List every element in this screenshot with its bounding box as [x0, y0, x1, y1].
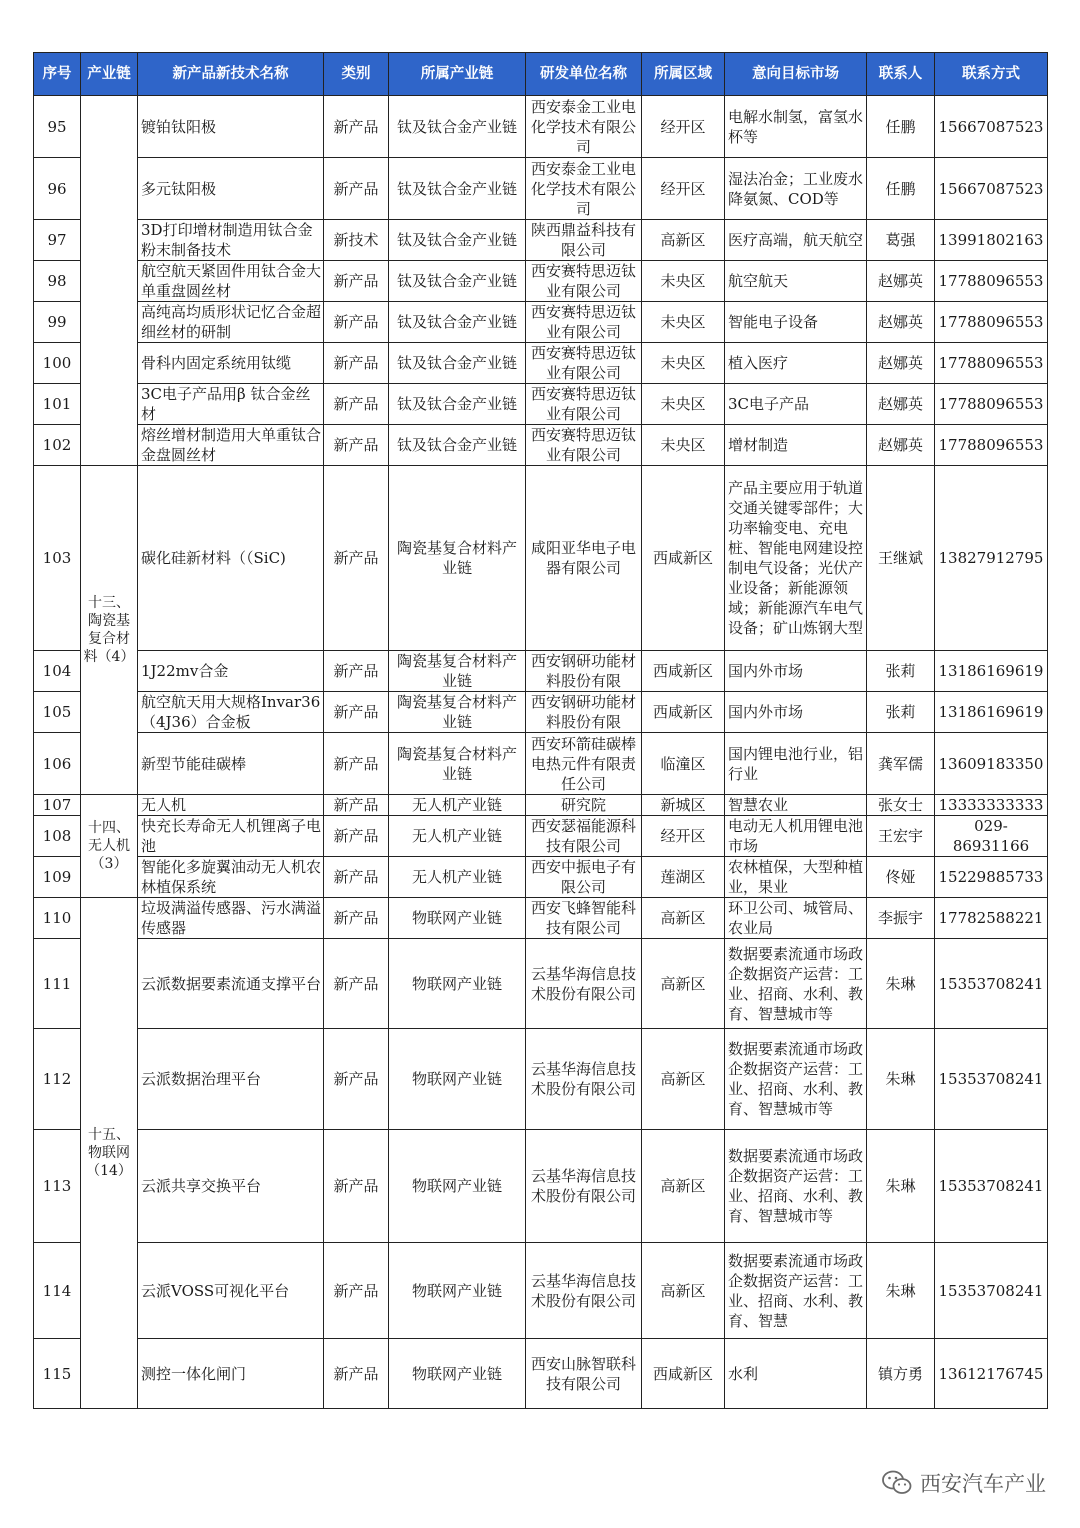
cell-phone: 13609183350: [935, 733, 1048, 795]
cell-no: 101: [34, 384, 81, 425]
cell-contact: 镇方勇: [867, 1339, 935, 1409]
table-row: [34, 1339, 1048, 1409]
cell-chain: 无人机产业链: [389, 857, 526, 898]
cell-category: 新产品: [324, 343, 389, 384]
table-row: [34, 384, 1048, 425]
cell-contact: 张莉: [867, 692, 935, 733]
product-table: [33, 52, 1048, 1409]
cell-region: 高新区: [642, 1243, 725, 1339]
cell-chain: 钛及钛合金产业链: [389, 343, 526, 384]
cell-product-name: 云派共享交换平台: [138, 1130, 324, 1243]
cell-org: 西安赛特思迈钛业有限公司: [526, 302, 642, 343]
header-cell: 新产品新技术名称: [138, 53, 324, 96]
cell-market: 智能电子设备: [725, 302, 867, 343]
table-row: [34, 1029, 1048, 1130]
table-row: [34, 733, 1048, 795]
cell-chain: 物联网产业链: [389, 898, 526, 939]
cell-product-name: 无人机: [138, 795, 324, 816]
cell-contact: 李振宇: [867, 898, 935, 939]
cell-no: 114: [34, 1243, 81, 1339]
cell-product-name: 垃圾满溢传感器、污水满溢传感器: [138, 898, 324, 939]
cell-product-name: 航空航天紧固件用钛合金大单重盘圆丝材: [138, 261, 324, 302]
cell-org: 西安飞蜂智能科技有限公司: [526, 898, 642, 939]
cell-region: 高新区: [642, 898, 725, 939]
cell-contact: 赵娜英: [867, 302, 935, 343]
wechat-icon: [882, 1470, 912, 1496]
cell-org: 云基华海信息技术股份有限公司: [526, 939, 642, 1029]
cell-contact: 王继斌: [867, 466, 935, 651]
cell-org: 西安环箭硅碳棒电热元件有限责任公司: [526, 733, 642, 795]
cell-no: 99: [34, 302, 81, 343]
cell-region: 未央区: [642, 302, 725, 343]
cell-chain: 钛及钛合金产业链: [389, 220, 526, 261]
cell-contact: 朱琳: [867, 1029, 935, 1130]
cell-market: 数据要素流通市场政企数据资产运营：工业、招商、水利、教育、智慧城市等: [725, 1029, 867, 1130]
cell-product-name: 云派数据治理平台: [138, 1029, 324, 1130]
header-cell: 类别: [324, 53, 389, 96]
cell-industry-chain: [81, 96, 138, 466]
cell-market: 农林植保，大型种植业，果业: [725, 857, 867, 898]
cell-market: 水利: [725, 1339, 867, 1409]
cell-phone: 17788096553: [935, 343, 1048, 384]
cell-product-name: 3C电子产品用β 钛合金丝材: [138, 384, 324, 425]
table-row: [34, 692, 1048, 733]
cell-org: 西安钢研功能材料股份有限: [526, 692, 642, 733]
cell-category: 新产品: [324, 302, 389, 343]
cell-contact: 朱琳: [867, 1243, 935, 1339]
cell-org: 云基华海信息技术股份有限公司: [526, 1130, 642, 1243]
cell-product-name: 航空航天用大规格Invar36（4J36）合金板: [138, 692, 324, 733]
cell-chain: 钛及钛合金产业链: [389, 96, 526, 158]
cell-no: 107: [34, 795, 81, 816]
cell-industry-chain: 十三、陶瓷基复合材料（4）: [81, 466, 138, 795]
cell-market: 智慧农业: [725, 795, 867, 816]
cell-org: 西安泰金工业电化学技术有限公司: [526, 96, 642, 158]
cell-region: 未央区: [642, 343, 725, 384]
cell-category: 新产品: [324, 651, 389, 692]
cell-product-name: 多元钛阳极: [138, 158, 324, 220]
watermark-text: 西安汽车产业: [920, 1472, 1046, 1496]
cell-product-name: 熔丝增材制造用大单重钛合金盘圆丝材: [138, 425, 324, 466]
cell-phone: 15353708241: [935, 939, 1048, 1029]
cell-region: 高新区: [642, 1130, 725, 1243]
cell-phone: 17788096553: [935, 302, 1048, 343]
watermark: [882, 1468, 1046, 1498]
cell-category: 新产品: [324, 384, 389, 425]
cell-contact: 王宏宇: [867, 816, 935, 857]
cell-category: 新产品: [324, 158, 389, 220]
cell-chain: 物联网产业链: [389, 1029, 526, 1130]
cell-category: 新产品: [324, 1130, 389, 1243]
cell-phone: 13612176745: [935, 1339, 1048, 1409]
cell-product-name: 测控一体化闸门: [138, 1339, 324, 1409]
cell-org: 西安钢研功能材料股份有限: [526, 651, 642, 692]
table-row: [34, 302, 1048, 343]
cell-industry-chain: 十五、物联网（14）: [81, 898, 138, 1409]
cell-market: 增材制造: [725, 425, 867, 466]
cell-category: 新产品: [324, 1243, 389, 1339]
cell-market: 湿法冶金；工业废水降氨氮、COD等: [725, 158, 867, 220]
cell-chain: 陶瓷基复合材料产业链: [389, 466, 526, 651]
table-row: [34, 857, 1048, 898]
cell-category: 新产品: [324, 898, 389, 939]
cell-chain: 钛及钛合金产业链: [389, 261, 526, 302]
cell-market: 数据要素流通市场政企数据资产运营：工业、招商、水利、教育、智慧: [725, 1243, 867, 1339]
cell-phone: 029-86931166: [935, 816, 1048, 857]
cell-org: 西安山脉智联科技有限公司: [526, 1339, 642, 1409]
cell-phone: 15353708241: [935, 1130, 1048, 1243]
header-cell: 序号: [34, 53, 81, 96]
cell-region: 高新区: [642, 220, 725, 261]
cell-market: 植入医疗: [725, 343, 867, 384]
cell-no: 97: [34, 220, 81, 261]
cell-chain: 钛及钛合金产业链: [389, 425, 526, 466]
cell-market: 电解水制氢，富氢水杯等: [725, 96, 867, 158]
cell-phone: 17788096553: [935, 425, 1048, 466]
cell-market: 电动无人机用锂电池市场: [725, 816, 867, 857]
cell-region: 莲湖区: [642, 857, 725, 898]
cell-no: 113: [34, 1130, 81, 1243]
table-row: [34, 425, 1048, 466]
cell-contact: 龚军儒: [867, 733, 935, 795]
cell-category: 新产品: [324, 939, 389, 1029]
cell-product-name: 云派数据要素流通支撑平台: [138, 939, 324, 1029]
cell-category: 新产品: [324, 96, 389, 158]
cell-product-name: 云派VOSS可视化平台: [138, 1243, 324, 1339]
cell-no: 103: [34, 466, 81, 651]
cell-category: 新产品: [324, 466, 389, 651]
cell-product-name: 智能化多旋翼油动无人机农林植保系统: [138, 857, 324, 898]
cell-no: 106: [34, 733, 81, 795]
cell-market: 航空航天: [725, 261, 867, 302]
cell-phone: 17788096553: [935, 261, 1048, 302]
cell-org: 西安泰金工业电化学技术有限公司: [526, 158, 642, 220]
cell-market: 国内外市场: [725, 651, 867, 692]
cell-no: 95: [34, 96, 81, 158]
cell-region: 高新区: [642, 1029, 725, 1130]
header-cell: 联系方式: [935, 53, 1048, 96]
cell-contact: 赵娜英: [867, 384, 935, 425]
header-cell: 所属区域: [642, 53, 725, 96]
cell-product-name: 3D打印增材制造用钛合金粉末制备技术: [138, 220, 324, 261]
cell-market: 国内锂电池行业，铝行业: [725, 733, 867, 795]
table-row: [34, 343, 1048, 384]
cell-contact: 赵娜英: [867, 343, 935, 384]
cell-product-name: 镀铂钛阳极: [138, 96, 324, 158]
cell-market: 国内外市场: [725, 692, 867, 733]
cell-org: 云基华海信息技术股份有限公司: [526, 1029, 642, 1130]
table-row: [34, 939, 1048, 1029]
cell-chain: 物联网产业链: [389, 939, 526, 1029]
cell-region: 西咸新区: [642, 466, 725, 651]
header-cell: 研发单位名称: [526, 53, 642, 96]
cell-region: 未央区: [642, 261, 725, 302]
cell-no: 108: [34, 816, 81, 857]
cell-category: 新产品: [324, 733, 389, 795]
cell-no: 104: [34, 651, 81, 692]
cell-region: 西咸新区: [642, 1339, 725, 1409]
cell-region: 经开区: [642, 96, 725, 158]
cell-no: 110: [34, 898, 81, 939]
table-row: [34, 816, 1048, 857]
cell-no: 105: [34, 692, 81, 733]
table-row: [34, 466, 1048, 651]
cell-region: 高新区: [642, 939, 725, 1029]
cell-market: 产品主要应用于轨道交通关键零部件；大功率输变电、充电桩、智能电网建设控制电气设备；光伏产业设备；新能源领域；新能源汽车电气设备；矿山炼钢大型: [725, 466, 867, 651]
cell-region: 未央区: [642, 425, 725, 466]
cell-category: 新产品: [324, 795, 389, 816]
cell-market: 数据要素流通市场政企数据资产运营：工业、招商、水利、教育、智慧城市等: [725, 939, 867, 1029]
cell-phone: 17782588221: [935, 898, 1048, 939]
table-row: [34, 651, 1048, 692]
header-cell: 意向目标市场: [725, 53, 867, 96]
header-cell: 联系人: [867, 53, 935, 96]
cell-product-name: 高纯高均质形状记忆合金超细丝材的研制: [138, 302, 324, 343]
cell-org: 西安赛特思迈钛业有限公司: [526, 343, 642, 384]
cell-category: 新产品: [324, 1029, 389, 1130]
cell-phone: 15353708241: [935, 1029, 1048, 1130]
cell-no: 115: [34, 1339, 81, 1409]
cell-category: 新产品: [324, 261, 389, 302]
cell-chain: 无人机产业链: [389, 816, 526, 857]
cell-phone: 15667087523: [935, 96, 1048, 158]
cell-category: 新产品: [324, 425, 389, 466]
cell-region: 经开区: [642, 158, 725, 220]
table-row: [34, 1130, 1048, 1243]
cell-contact: 赵娜英: [867, 425, 935, 466]
cell-product-name: 新型节能硅碳棒: [138, 733, 324, 795]
cell-category: 新产品: [324, 816, 389, 857]
cell-category: 新产品: [324, 692, 389, 733]
cell-chain: 物联网产业链: [389, 1243, 526, 1339]
cell-contact: 佟娅: [867, 857, 935, 898]
table-row: [34, 96, 1048, 158]
cell-org: 西安瑟福能源科技有限公司: [526, 816, 642, 857]
cell-region: 西咸新区: [642, 651, 725, 692]
cell-no: 109: [34, 857, 81, 898]
cell-no: 96: [34, 158, 81, 220]
cell-contact: 任鹏: [867, 96, 935, 158]
cell-market: 3C电子产品: [725, 384, 867, 425]
cell-chain: 陶瓷基复合材料产业链: [389, 733, 526, 795]
cell-contact: 葛强: [867, 220, 935, 261]
cell-contact: 任鹏: [867, 158, 935, 220]
header-cell: 产业链: [81, 53, 138, 96]
cell-no: 111: [34, 939, 81, 1029]
cell-org: 西安中振电子有限公司: [526, 857, 642, 898]
cell-contact: 朱琳: [867, 939, 935, 1029]
cell-phone: 13186169619: [935, 651, 1048, 692]
cell-no: 102: [34, 425, 81, 466]
cell-region: 西咸新区: [642, 692, 725, 733]
cell-chain: 钛及钛合金产业链: [389, 158, 526, 220]
cell-phone: 13991802163: [935, 220, 1048, 261]
cell-market: 数据要素流通市场政企数据资产运营：工业、招商、水利、教育、智慧城市等: [725, 1130, 867, 1243]
cell-product-name: 快充长寿命无人机锂离子电池: [138, 816, 324, 857]
cell-phone: 17788096553: [935, 384, 1048, 425]
cell-market: 环卫公司、城管局、农业局: [725, 898, 867, 939]
cell-chain: 物联网产业链: [389, 1130, 526, 1243]
cell-region: 未央区: [642, 384, 725, 425]
cell-contact: 赵娜英: [867, 261, 935, 302]
cell-product-name: 碳化硅新材料（（SiC): [138, 466, 324, 651]
cell-category: 新产品: [324, 857, 389, 898]
cell-category: 新技术: [324, 220, 389, 261]
cell-region: 临潼区: [642, 733, 725, 795]
cell-chain: 钛及钛合金产业链: [389, 384, 526, 425]
cell-phone: 13827912795: [935, 466, 1048, 651]
table-row: [34, 1243, 1048, 1339]
cell-contact: 朱琳: [867, 1130, 935, 1243]
cell-category: 新产品: [324, 1339, 389, 1409]
cell-no: 100: [34, 343, 81, 384]
cell-chain: 钛及钛合金产业链: [389, 302, 526, 343]
cell-contact: 张女士: [867, 795, 935, 816]
cell-org: 咸阳亚华电子电器有限公司: [526, 466, 642, 651]
table-row: [34, 261, 1048, 302]
cell-product-name: 1J22mv合金: [138, 651, 324, 692]
cell-region: 经开区: [642, 816, 725, 857]
cell-industry-chain: 十四、无人机（3）: [81, 795, 138, 898]
cell-no: 98: [34, 261, 81, 302]
table-row: [34, 220, 1048, 261]
cell-chain: 物联网产业链: [389, 1339, 526, 1409]
cell-product-name: 骨科内固定系统用钛缆: [138, 343, 324, 384]
cell-region: 新城区: [642, 795, 725, 816]
table-row: [34, 795, 1048, 816]
cell-phone: 13186169619: [935, 692, 1048, 733]
cell-org: 研究院: [526, 795, 642, 816]
cell-org: 西安赛特思迈钛业有限公司: [526, 261, 642, 302]
page-table-wrapper: [33, 52, 1047, 1409]
cell-chain: 陶瓷基复合材料产业链: [389, 651, 526, 692]
cell-market: 医疗高端，航天航空: [725, 220, 867, 261]
header-row: [34, 53, 1048, 96]
cell-phone: 15353708241: [935, 1243, 1048, 1339]
cell-org: 陕西鼎益科技有限公司: [526, 220, 642, 261]
table-row: [34, 158, 1048, 220]
cell-chain: 陶瓷基复合材料产业链: [389, 692, 526, 733]
cell-contact: 张莉: [867, 651, 935, 692]
cell-org: 西安赛特思迈钛业有限公司: [526, 384, 642, 425]
cell-org: 云基华海信息技术股份有限公司: [526, 1243, 642, 1339]
table-row: [34, 898, 1048, 939]
header-cell: 所属产业链: [389, 53, 526, 96]
cell-phone: 15229885733: [935, 857, 1048, 898]
cell-phone: 13333333333: [935, 795, 1048, 816]
cell-org: 西安赛特思迈钛业有限公司: [526, 425, 642, 466]
cell-no: 112: [34, 1029, 81, 1130]
cell-phone: 15667087523: [935, 158, 1048, 220]
cell-chain: 无人机产业链: [389, 795, 526, 816]
